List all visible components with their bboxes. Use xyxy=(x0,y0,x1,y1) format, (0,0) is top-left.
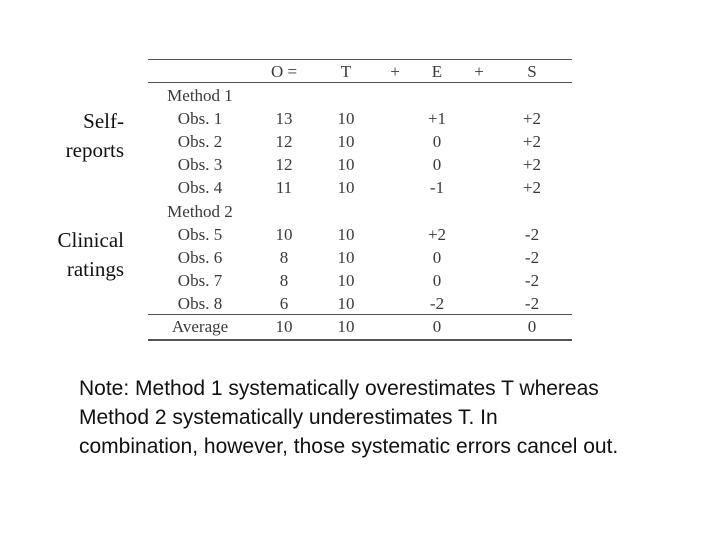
note-line-1: Note: Method 1 systematically overestimates T whereas xyxy=(79,377,599,400)
cell-true-score: 10 xyxy=(337,247,355,267)
cell-observed: 10 xyxy=(275,317,293,336)
cell-observed: 10 xyxy=(275,224,293,244)
cell-true-score: 10 xyxy=(337,109,355,129)
observation-label: Obs. 6 xyxy=(177,247,223,267)
cell-observed: 8 xyxy=(279,270,289,290)
cell-true-score: 10 xyxy=(337,132,355,152)
header-cell: + xyxy=(474,62,484,81)
cell-random-error: +2 xyxy=(427,224,447,244)
cell-systematic-error: -2 xyxy=(524,247,540,267)
header-cell: O = xyxy=(270,62,298,81)
cell-random-error: -1 xyxy=(429,178,445,198)
cell-observed: 8 xyxy=(279,247,289,267)
cell-random-error: 0 xyxy=(432,132,442,152)
cell-observed: 12 xyxy=(275,132,293,152)
observation-label: Obs. 3 xyxy=(177,155,223,175)
cell-true-score: 10 xyxy=(337,270,355,290)
header-cell: S xyxy=(527,62,537,81)
observation-label: Obs. 4 xyxy=(177,178,223,198)
cell-random-error: 0 xyxy=(432,155,442,175)
cell-random-error: 0 xyxy=(432,247,442,267)
header-cell: T xyxy=(340,62,352,81)
cell-observed: 12 xyxy=(275,155,293,175)
cell-systematic-error: 0 xyxy=(527,317,537,336)
cell-random-error: 0 xyxy=(432,317,442,336)
table-bottom-rule xyxy=(148,339,572,341)
cell-systematic-error: -2 xyxy=(524,293,540,313)
cell-true-score: 10 xyxy=(337,293,355,313)
observation-table xyxy=(148,59,572,339)
clinical-ratings-label-line-2: ratings xyxy=(66,257,124,281)
cell-true-score: 10 xyxy=(337,178,355,198)
observation-label: Obs. 1 xyxy=(177,109,223,129)
header-cell: + xyxy=(390,62,400,81)
cell-systematic-error: -2 xyxy=(524,270,540,290)
self-reports-label-line-2: reports xyxy=(65,138,124,162)
note-text xyxy=(79,374,709,461)
cell-systematic-error: +2 xyxy=(522,155,542,175)
self-reports-label-line-1: Self- xyxy=(83,109,124,133)
self-reports-label xyxy=(66,107,124,165)
cell-systematic-error: +2 xyxy=(522,178,542,198)
observation-label: Obs. 2 xyxy=(177,132,223,152)
cell-true-score: 10 xyxy=(337,155,355,175)
cell-systematic-error: +2 xyxy=(522,109,542,129)
note-line-2: Method 2 systematically underestimates T. In xyxy=(79,406,498,429)
cell-systematic-error: -2 xyxy=(524,224,540,244)
clinical-ratings-label-line-1: Clinical xyxy=(57,228,124,252)
cell-observed: 11 xyxy=(275,178,293,198)
cell-observed: 6 xyxy=(279,293,289,313)
observation-label: Obs. 7 xyxy=(177,270,223,290)
note-line-3: combination, however, those systematic errors cancel out. xyxy=(79,435,619,458)
header-cell: E xyxy=(431,62,443,81)
cell-random-error: +1 xyxy=(427,109,447,129)
cell-true-score: 10 xyxy=(337,224,355,244)
cell-systematic-error: +2 xyxy=(522,132,542,152)
average-label: Average xyxy=(171,317,229,336)
observation-label: Obs. 5 xyxy=(177,224,223,244)
cell-random-error: 0 xyxy=(432,270,442,290)
method-group-label: Method 2 xyxy=(167,201,233,221)
cell-random-error: -2 xyxy=(429,293,445,313)
cell-observed: 13 xyxy=(275,109,293,129)
method-group-label: Method 1 xyxy=(167,86,233,105)
clinical-ratings-label xyxy=(58,226,125,284)
observation-label: Obs. 8 xyxy=(177,293,223,313)
cell-true-score: 10 xyxy=(337,317,355,336)
